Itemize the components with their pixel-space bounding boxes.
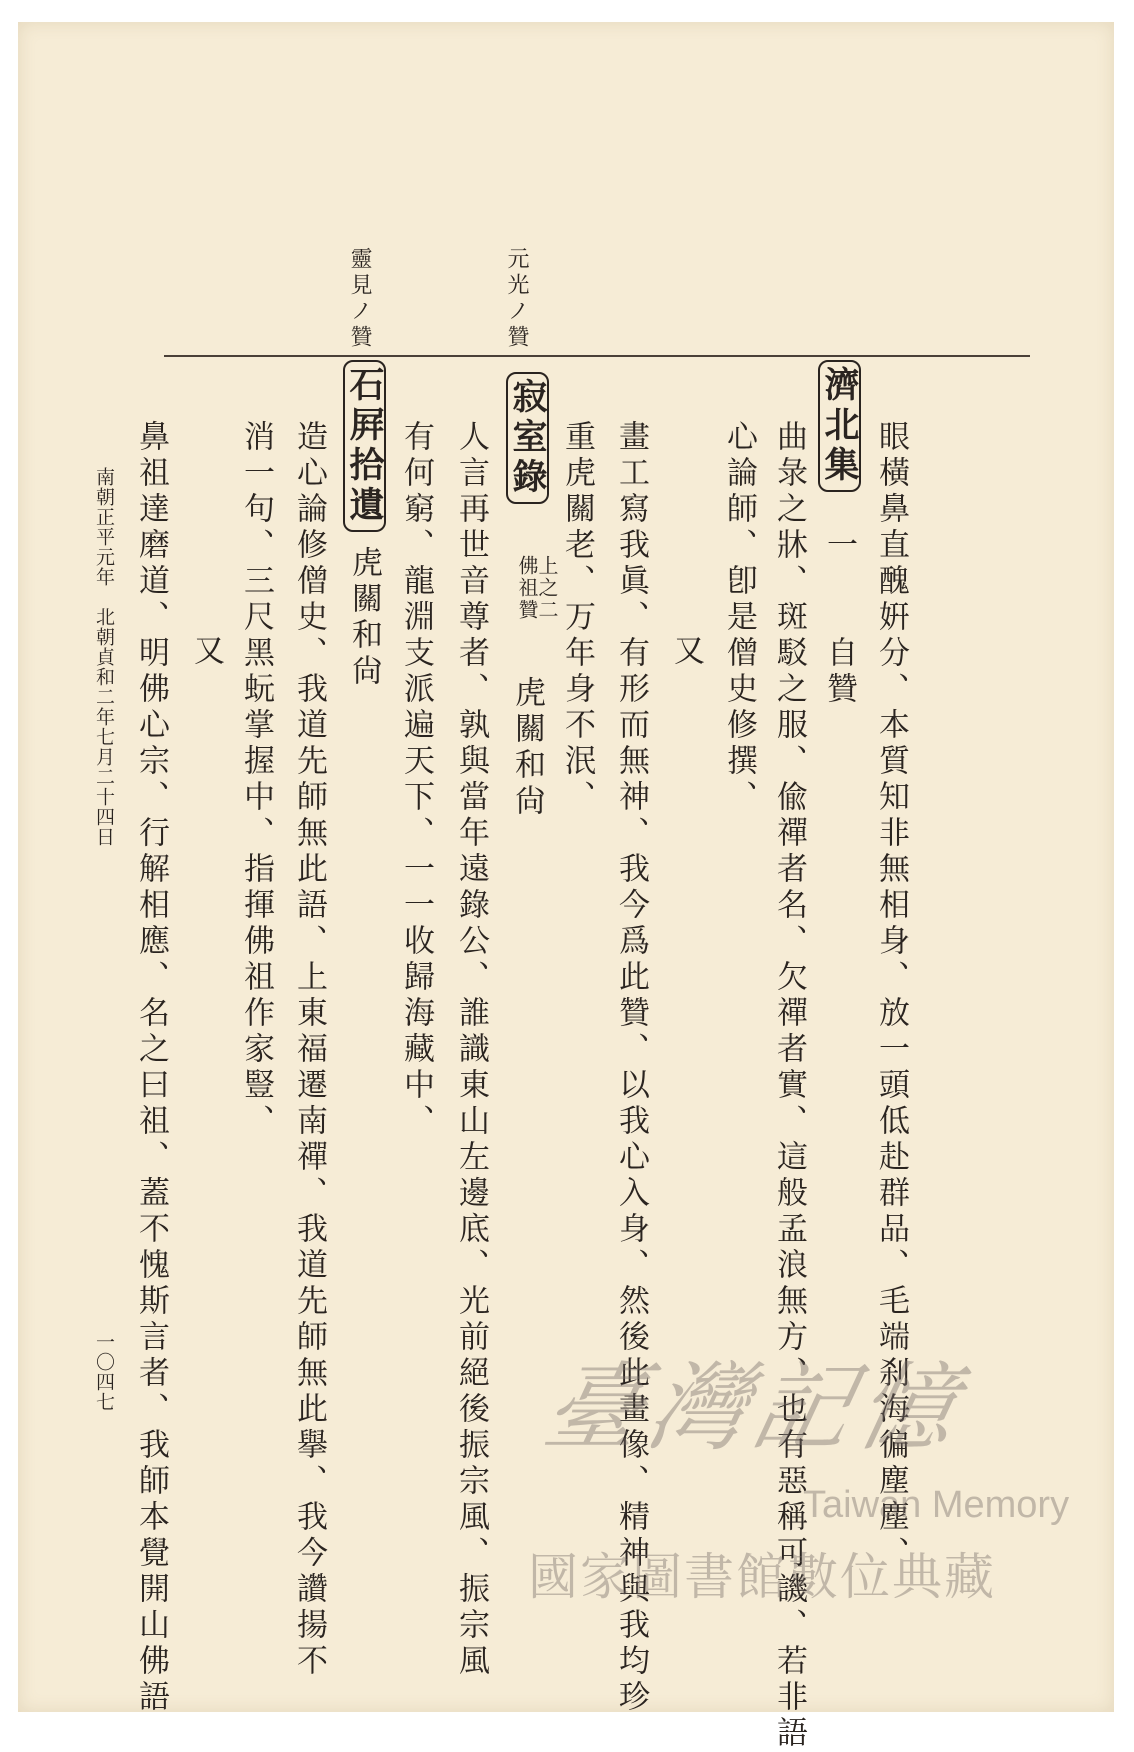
text-column-8 [506, 372, 557, 820]
volume-label: 上之二 [535, 555, 559, 621]
text-column-11 [343, 360, 386, 690]
watermark-chinese: 國家圖書館數位典藏 [528, 1549, 996, 1605]
text-column-2: 曲彔之牀、斑駁之服、偸禪者名、欠禪者實、這般孟浪無方、也有惡稱可譏、若非語 [771, 420, 807, 1752]
text-column-10: 有何窮、龍淵支派遍天下、一一收歸海藏中、 [398, 420, 434, 1140]
text-column-14: 又 [188, 634, 224, 670]
text-column-13: 消一句、三尺黑蚖掌握中、指揮佛祖作家豎、 [238, 420, 274, 1140]
text-column-7: 重虎關老、万年身不泯、 [559, 420, 595, 816]
text-column-9: 人言再世音尊者、孰與當年遠錄公、誰識東山左邊底、光前絕後振宗風、振宗風 [453, 420, 489, 1680]
watermark-english: Taiwan Memory [803, 1484, 1070, 1526]
author-label: 虎關和尙 [509, 676, 545, 820]
text-column-15: 鼻祖達磨道、明佛心宗、行解相應、名之曰祖、蓋不愧斯言者、我師本覺開山佛語 [133, 420, 169, 1716]
text-column-5: 又 [668, 634, 704, 670]
text-column-1: 眼橫鼻直醜姸分、本質知非無相身、放一頭低赴群品、毛端刹海徧塵塵、 [873, 420, 909, 1572]
text-column-6: 畫工寫我眞、有形而無神、我今爲此贊、以我心入身、然後此畫像、精神與我均珍 [613, 420, 649, 1716]
document-page [18, 22, 1114, 1752]
watermark [528, 1332, 1128, 1612]
author-label: 虎關和尙 [346, 546, 382, 690]
source-title-jihokushu: 濟北集 [818, 360, 861, 492]
marginal-heading-2: 靈見ノ贊 [347, 247, 372, 351]
text-column-12: 造心論修僧史、我道先師無此語、上東福遷南禪、我道先師無此擧、我今讚揚不 [291, 420, 327, 1680]
watermark-cursive: 臺灣記憶 [534, 1352, 975, 1464]
text-column-4: 心論師、卽是僧史修撰、 [721, 420, 757, 816]
section-label: 一 自贊 [821, 528, 857, 708]
page-number: 一〇四七 [93, 1332, 115, 1412]
subheading-block [517, 555, 557, 621]
header-rule [164, 355, 1030, 357]
category-label: 佛祖贊 [515, 555, 539, 621]
source-title-sekiheishui: 石屛拾遺 [343, 360, 386, 532]
source-title-jakushitsuroku: 寂室錄 [506, 372, 549, 504]
text-column-3 [818, 360, 861, 708]
footer-date: 南朝正平元年 北朝貞和二年七月二十四日 [93, 467, 115, 847]
marginal-heading-1: 元光ノ贊 [504, 247, 529, 351]
